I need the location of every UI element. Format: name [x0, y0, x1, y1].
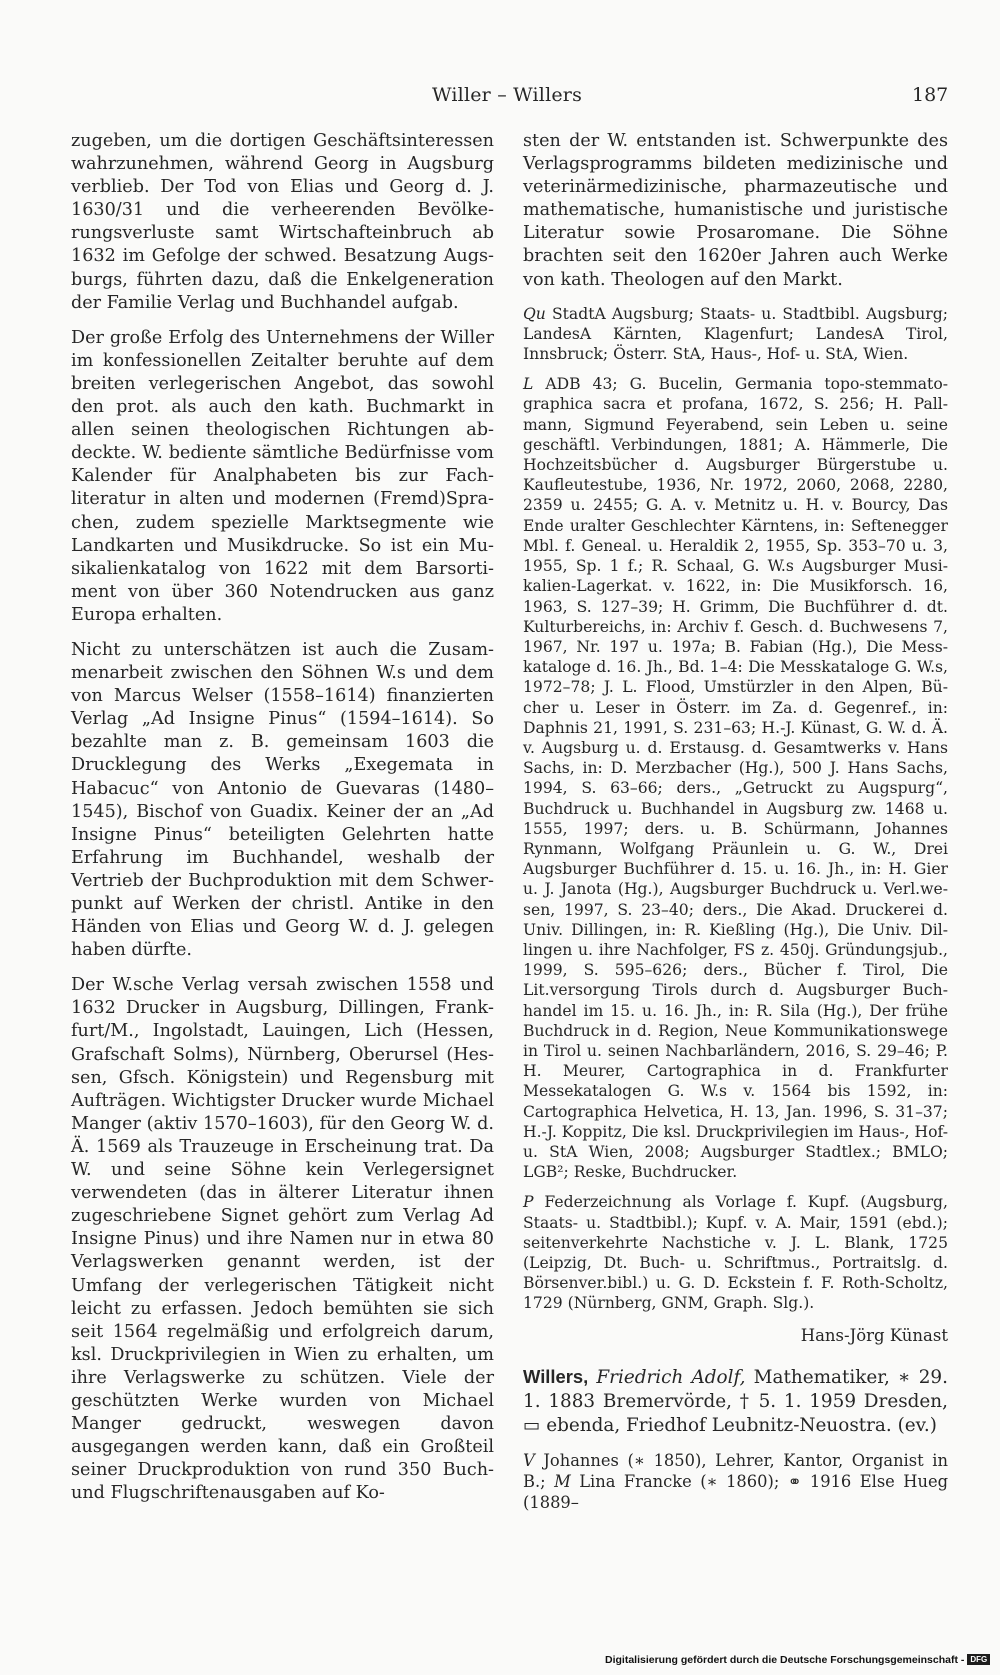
paragraph: zugeben, um die dortigen Geschäftsinteressen wahrzunehmen, während Georg in Augsburg verblieb. Der Tod von Elias und Georg d. J. 1630/31 und die verheerenden Bevölkerungsverluste samt Wirtschafteinbruch ab 1632 im Gefolge der schwed. Besatzung Augsburgs, führten dazu, daß die Enkelgeneration der Familie Verlag und Buchhandel aufgab.: [71, 131, 494, 313]
paragraph: Der große Erfolg des Unternehmens der Willer im konfessionellen Zeitalter beruhte auf dem breiten verlegerischen Angebot, das sowohl den prot. als auch den kath. Buchmarkt in allen seinen theologischen Richtungen abdeckte. W. bediente sämtliche Bedürfnisse vom Kalender für Analphabeten bis zur Fachliteratur in alten und modernen (Fremd)Sprachen, zudem spezielle Marktsegmente wie Landkarten und Musikdrucke. So ist ein Musikalienkatalog von 1622 mit dem Barsortiment von über 360 Notendrucken aus ganz Europa erhalten.: [71, 327, 494, 625]
father-text: Johannes (∗ 1850), Lehrer, Kantor, Organist in B.;: [523, 1450, 948, 1491]
footer-text: Digitalisierung gefördert durch die Deutsche Forschungsgemeinschaft -: [605, 1654, 965, 1666]
paragraph: Der W.sche Verlag versah zwischen 1558 und 1632 Drucker in Augsburg, Dillingen, Frankfurt/M., Ingolstadt, Lauingen, Lich (Hessen, Grafschaft Solms), Nürnberg, Oberursel (Hessen, Gfsch. Königstein) und Regensburg mit Aufträgen. Wichtigster Drucker wurde Michael Manger (aktiv 1570–1603), für den Georg W. d. Ä. 1569 als Trauzeuge in Erscheinung trat. Da W. und seine Söhne kein Verlegersignet verwendeten (das in älterer Literatur ihnen zugeschriebene Signet gehört zum Verlag Ad Insigne Pinus) und ihre Namen nur in etwa 80 Verlagswerken genannt werden, ist der Umfang der verlegerischen Tätigkeit nicht leicht zu erfassen. Jedoch bemühten sie sich seit 1564 regelmäßig und erfolgreich darum, ksl. Druckprivilegien in Wien zu erhalten, um ihre Verlagswerke zu schützen. Viele der geschützten Werke wurden von Michael Manger gedruckt, weswegen davon ausgegangen werden kann, daß ein Großteil seiner Druckproduktion von rund 350 Buch- und Flugschriftenausgaben auf Ko-: [71, 975, 494, 1504]
literature-text: ADB 43; G. Bucelin, Germania topo-stemmatographica sacra et profana, 1672, S. 256; H. Pallmann, Sigmund Feyerabend, sein Leben u. seine geschäftl. Verbindungen, 1881; A. Hämmerle, Die Hochzeitsbücher d. Augsburger Bürgerstube u. Kaufleutestube, 1936, Nr. 1972, 2060, 2068, 2280, 2359 u. 2455; G. A. v. Metnitz u. H. v. Bourcy, Das Ende uralter Geschlechter Kärntens, in: Seftenegger Mbl. f. Geneal. u. Heraldik 2, 1955, Sp. 353–70 u. 3, 1955, Sp. 1 f.; R. Schaal, G. W.s Augsburger Musikalien-Lagerkat. v. 1622, in: Die Musikforsch. 16, 1963, S. 127–39; H. Grimm, Die Buchführer d. dt. Kulturbereichs, in: Archiv f. Gesch. d. Buchwesens 7, 1967, Nr. 197 u. 197a; B. Fabian (Hg.), Die Messkataloge d. 16. Jh., Bd. 1–4: Die Messkataloge G. W.s, 1972–78; J. L. Flood, Umstürzler in den Alpen, Bücher u. Leser in Österr. im Za. d. Gegenref., in: Daphnis 21, 1991, S. 231–63; H.-J. Künast, G. W. d. Ä. v. Augsburg u. d. Erstausg. d. Gesamtwerks v. Hans Sachs, in: D. Merzbacher (Hg.), 500 J. Hans Sachs, 1994, S. 63–66; ders., „Getruckt zu Augspurg“, Buchdruck u. Buchhandel in Augsburg zw. 1468 u. 1555, 1997; ders. u. B. Schürmann, Johannes Rynmann, Wolfgang Präunlein u. G. W., Drei Augsburger Buchführer d. 15. u. 16. Jh., in: H. Gier u. J. Janota (Hg.), Augsburger Buchdruck u. Verl.wesen, 1997, S. 23–40; ders., Die Akad. Druckerei d. Univ. Dillingen, in: R. Kießling (Hg.), Die Univ. Dillingen u. ihre Nachfolger, FS z. 450j. Gründungsjub., 1999, S. 595–626; ders., Bücher f. Tirol, Die Lit.versorgung Tirols durch d. Augsburger Buchhandel im 15. u. 16. Jh., in: R. Sila (Hg.), Der frühe Buchdruck in d. Region, Neue Kommunikationswege in Tirol u. seinen Nachbarländern, 2016, S. 29–46; P. H. Meurer, Cartographica in d. Frankfurter Messekatalogen G. W.s v. 1564 bis 1592, in: Cartographica Helvetica, H. 13, Jan. 1996, S. 31–37; H.-J. Koppitz, Die ksl. Druckprivilegien im Haus-, Hof- u. StA Wien, 2008; Augsburger Stadtlex.; BMLO; LGB²; Reske, Buchdrucker.: [523, 375, 948, 1182]
digitization-footer: [605, 1654, 995, 1670]
family-section: [523, 1450, 948, 1513]
entry-text: Mathematiker, ∗ 29. 1. 1883 Bremervörde, † 5. 1. 1959 Dresden, ▭ ebenda, Friedhof Leubnitz-Neuostra. (ev.): [523, 1366, 948, 1436]
left-column: [71, 130, 494, 1517]
running-header: [0, 84, 1000, 114]
dfg-logo: DFG: [967, 1654, 990, 1665]
mother-text: Lina Francke (∗ 1860); ⚭ 1916 Else Hueg (1889–: [523, 1471, 948, 1512]
entry-given-names: Friedrich Adolf,: [596, 1366, 746, 1388]
entry-heading: [523, 1365, 948, 1438]
running-title: Willer – Willers: [432, 84, 583, 106]
portraits-section: [523, 1192, 948, 1313]
sources-section: [523, 304, 948, 365]
father-tag: V: [523, 1450, 535, 1470]
sources-tag: Qu: [523, 304, 546, 323]
mother-tag: M: [554, 1471, 571, 1491]
portraits-tag: P: [523, 1193, 534, 1212]
literature-section: [523, 374, 948, 1182]
author-signature: Hans-Jörg Künast: [800, 1325, 948, 1345]
entry-headword: Willers,: [523, 1365, 589, 1387]
literature-tag: L: [523, 375, 534, 394]
paragraph: sten der W. entstanden ist. Schwerpunkte des Verlagsprogramms bildeten medizinische und veterinärmedizinische, pharmazeutische und mathematische, humanistische und juristische Literatur sowie Prosaromane. Die Söhne brachten seit den 1620er Jahren auch Werke von kath. Theologen auf den Markt.: [523, 131, 948, 290]
page-number: 187: [912, 84, 949, 106]
portraits-text: Federzeichnung als Vorlage f. Kupf. (Augsburg, Staats- u. Stadtbibl.); Kupf. v. A. Mair, 1591 (ebd.); seitenverkehrte Nachstiche v. J. L. Blank, 1725 (Leipzig, Dt. Buch- u. Schriftmus., Portraitslg. d. Börsenver.bibl.) u. G. D. Eckstein f. F. Roth-Scholtz, 1729 (Nürnberg, GNM, Graph. Slg.).: [523, 1193, 948, 1313]
right-column: [523, 130, 948, 1523]
paragraph: Nicht zu unterschätzen ist auch die Zusammenarbeit zwischen den Söhnen W.s und dem von Marcus Welser (1558–1614) finanzierten Verlag „Ad Insigne Pinus“ (1594–1614). So bezahlte man z. B. gemeinsam 1603 die Drucklegung des Werks „Exegemata in Habacuc“ von Antonio de Guevaras (1480–1545), Bischof von Guadix. Keiner der an „Ad Insigne Pinus“ beteiligten Gelehrten hatte Erfahrung im Buchhandel, weshalb der Vertrieb der Buchproduktion mit dem Schwerpunkt auf Werken der christl. Antike in den Händen von Elias und Georg W. d. J. gelegen haben dürfte.: [71, 639, 494, 961]
sources-text: StadtA Augsburg; Staats- u. Stadtbibl. Augsburg; LandesA Kärnten, Klagenfurt; LandesA Tirol, Innsbruck; Österr. StA, Haus-, Hof- u. StA, Wien.: [523, 304, 948, 364]
